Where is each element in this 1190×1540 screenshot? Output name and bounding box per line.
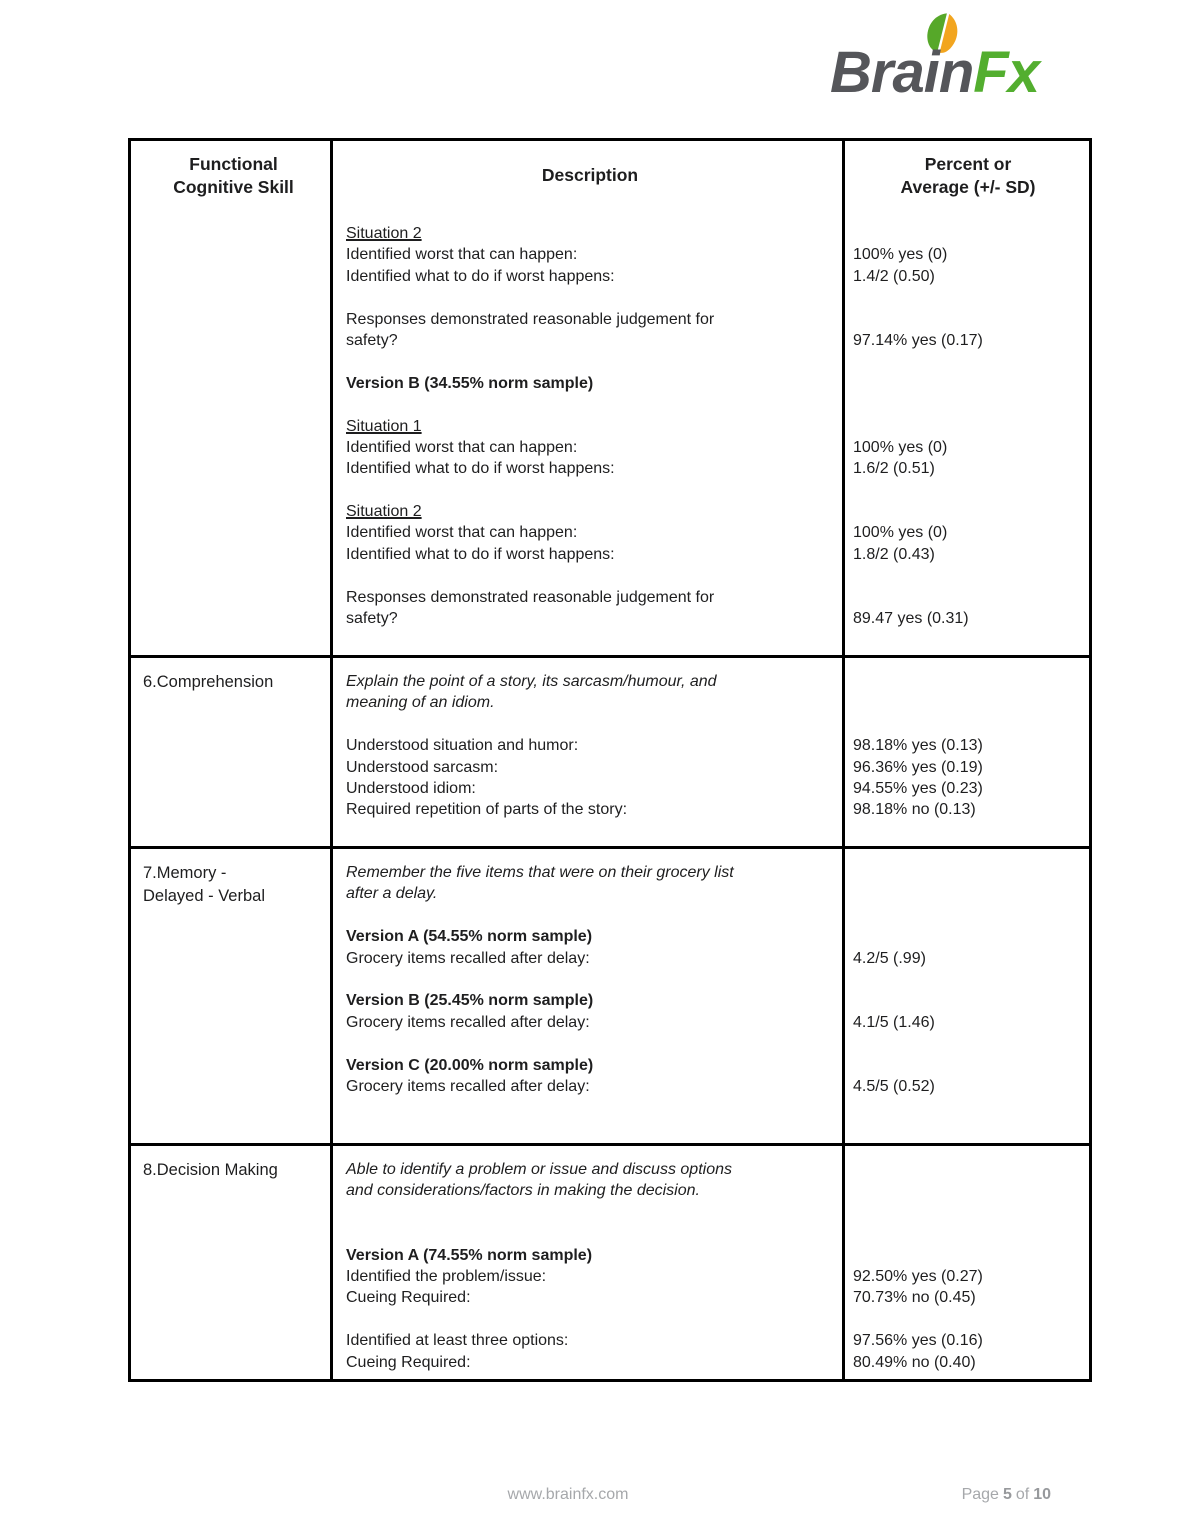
description-line: Identified the problem/issue: bbox=[346, 1267, 547, 1285]
description-line: Responses demonstrated reasonable judgement for bbox=[346, 310, 715, 328]
skill-label: Delayed - Verbal bbox=[143, 886, 265, 905]
value-line bbox=[853, 1055, 1083, 1076]
value-line bbox=[853, 926, 1083, 947]
description-line: Remember the five items that were on their grocery list bbox=[346, 864, 734, 881]
page-label: Page bbox=[961, 1486, 999, 1503]
description-line: Version A (54.55% norm sample) bbox=[346, 928, 593, 946]
value-line bbox=[853, 990, 1083, 1011]
description-line bbox=[346, 1202, 834, 1223]
value-line bbox=[853, 480, 1083, 501]
description-line: Understood idiom: bbox=[346, 779, 476, 797]
value-line: 92.50% yes (0.27) bbox=[853, 1267, 983, 1285]
value-line bbox=[853, 1309, 1083, 1330]
description-line: Grocery items recalled after delay: bbox=[346, 949, 590, 967]
value-line bbox=[853, 714, 1083, 735]
description-line: Required repetition of parts of the story: bbox=[346, 801, 628, 819]
value-line bbox=[853, 905, 1083, 926]
value-line bbox=[853, 587, 1083, 608]
description-line bbox=[346, 565, 834, 586]
value-line bbox=[853, 1245, 1083, 1266]
description-line: safety? bbox=[346, 610, 398, 628]
value-line bbox=[853, 1202, 1083, 1223]
value-line bbox=[853, 692, 1083, 713]
description-line: Identified what to do if worst happens: bbox=[346, 460, 615, 478]
description-line: Responses demonstrated reasonable judgement for bbox=[346, 588, 715, 606]
description-line: safety? bbox=[346, 331, 398, 349]
value-line: 4.1/5 (1.46) bbox=[853, 1013, 935, 1031]
value-line bbox=[853, 1159, 1083, 1180]
value-line bbox=[853, 394, 1083, 415]
value-line: 100% yes (0) bbox=[853, 524, 948, 542]
footer-url: www.brainfx.com bbox=[507, 1486, 629, 1503]
value-line bbox=[853, 1033, 1083, 1054]
description-line: meaning of an idiom. bbox=[346, 694, 495, 712]
value-line: 89.47 yes (0.31) bbox=[853, 610, 969, 628]
value-line: 4.2/5 (.99) bbox=[853, 949, 926, 967]
value-line bbox=[853, 1223, 1083, 1244]
value-line bbox=[853, 883, 1083, 904]
value-line bbox=[853, 309, 1083, 330]
header-description bbox=[333, 141, 845, 210]
description-line: Identified what to do if worst happens: bbox=[346, 267, 615, 285]
description-line: Grocery items recalled after delay: bbox=[346, 1013, 590, 1031]
cognitive-skills-table bbox=[128, 138, 1092, 1382]
description-line: Situation 1 bbox=[346, 417, 422, 435]
skill-label: 8.Decision Making bbox=[143, 1161, 278, 1179]
value-cell bbox=[845, 849, 1089, 1143]
table-row-memory-delayed-verbal bbox=[131, 846, 1089, 1143]
value-cell bbox=[845, 1146, 1089, 1379]
value-line bbox=[853, 969, 1083, 990]
value-cell bbox=[845, 658, 1089, 846]
skill-cell bbox=[131, 210, 333, 655]
description-line: Situation 2 bbox=[346, 503, 422, 521]
page-total: 10 bbox=[1033, 1486, 1051, 1503]
table-row-comprehension bbox=[131, 655, 1089, 846]
description-line bbox=[346, 905, 834, 926]
description-line bbox=[346, 287, 834, 308]
of-label: of bbox=[1015, 1486, 1030, 1503]
value-line: 97.14% yes (0.17) bbox=[853, 331, 983, 349]
table-row-judgement-safety-continued bbox=[131, 210, 1089, 655]
description-line: Explain the point of a story, its sarcasm/humour, and bbox=[346, 673, 717, 690]
description-line: after a delay. bbox=[346, 885, 438, 903]
value-line: 4.5/5 (0.52) bbox=[853, 1077, 935, 1095]
description-line: Identified worst that can happen: bbox=[346, 246, 578, 264]
value-line bbox=[853, 287, 1083, 308]
description-cell bbox=[333, 210, 845, 655]
description-line: Identified what to do if worst happens: bbox=[346, 545, 615, 563]
value-line: 70.73% no (0.45) bbox=[853, 1289, 976, 1307]
description-line bbox=[346, 1223, 834, 1244]
value-line bbox=[853, 223, 1083, 244]
value-cell bbox=[845, 210, 1089, 655]
value-line bbox=[853, 671, 1083, 692]
description-line: Cueing Required: bbox=[346, 1353, 471, 1371]
page-indicator bbox=[960, 1486, 1053, 1504]
description-line bbox=[346, 969, 834, 990]
value-line: 1.6/2 (0.51) bbox=[853, 460, 935, 478]
description-line: and considerations/factors in making the decision. bbox=[346, 1182, 700, 1200]
skill-label: 7.Memory - bbox=[143, 864, 227, 882]
header-line: Average (+/- SD) bbox=[900, 176, 1036, 197]
description-line: Able to identify a problem or issue and discuss options bbox=[346, 1161, 732, 1178]
value-line: 94.55% yes (0.23) bbox=[853, 779, 983, 797]
description-line: Understood sarcasm: bbox=[346, 758, 499, 776]
header-line: Description bbox=[541, 165, 639, 185]
page-number: 5 bbox=[1002, 1486, 1012, 1503]
value-line: 100% yes (0) bbox=[853, 246, 948, 264]
value-line: 98.18% yes (0.13) bbox=[853, 737, 983, 755]
value-line: 80.49% no (0.40) bbox=[853, 1353, 976, 1371]
description-line bbox=[346, 1033, 834, 1054]
description-line: Identified worst that can happen: bbox=[346, 524, 578, 542]
description-line: Situation 2 bbox=[346, 225, 422, 242]
table-row-decision-making bbox=[131, 1143, 1089, 1379]
description-line bbox=[346, 1309, 834, 1330]
description-line: Version A (74.55% norm sample) bbox=[346, 1246, 593, 1264]
value-line: 1.4/2 (0.50) bbox=[853, 267, 935, 285]
value-line: 100% yes (0) bbox=[853, 438, 948, 456]
description-line: Grocery items recalled after delay: bbox=[346, 1077, 590, 1095]
header-line: Cognitive Skill bbox=[173, 176, 294, 197]
description-cell bbox=[333, 1146, 845, 1379]
description-cell bbox=[333, 658, 845, 846]
description-line: Cueing Required: bbox=[346, 1289, 471, 1307]
value-line bbox=[853, 351, 1083, 372]
value-line bbox=[853, 373, 1083, 394]
description-cell bbox=[333, 849, 845, 1143]
description-line: Understood situation and humor: bbox=[346, 737, 579, 755]
value-line: 98.18% no (0.13) bbox=[853, 801, 976, 819]
value-line bbox=[853, 416, 1083, 437]
description-line bbox=[346, 394, 834, 415]
header-functional-cognitive-skill bbox=[131, 141, 333, 210]
logo-wordmark bbox=[830, 40, 1039, 105]
value-line: 97.56% yes (0.16) bbox=[853, 1332, 983, 1350]
value-line bbox=[853, 862, 1083, 883]
value-line: 96.36% yes (0.19) bbox=[853, 758, 983, 776]
skill-label: 6.Comprehension bbox=[143, 673, 274, 691]
value-line bbox=[853, 501, 1083, 522]
skill-cell bbox=[131, 1146, 333, 1379]
brainfx-logo bbox=[830, 12, 1060, 105]
skill-cell bbox=[131, 849, 333, 1143]
description-line: Identified at least three options: bbox=[346, 1332, 569, 1350]
logo-fx-text: Fx bbox=[973, 40, 1039, 105]
header-line: Percent or bbox=[924, 153, 1012, 174]
header-line: Functional bbox=[189, 153, 278, 174]
description-line: Version B (34.55% norm sample) bbox=[346, 374, 594, 392]
description-line: Version C (20.00% norm sample) bbox=[346, 1056, 594, 1074]
value-line: 1.8/2 (0.43) bbox=[853, 545, 935, 563]
description-line: Version B (25.45% norm sample) bbox=[346, 992, 594, 1010]
description-line: Identified worst that can happen: bbox=[346, 438, 578, 456]
description-line bbox=[346, 714, 834, 735]
description-line bbox=[346, 480, 834, 501]
header-percent-or-average bbox=[845, 141, 1089, 210]
logo-brain-text: Brain bbox=[830, 40, 974, 105]
value-line bbox=[853, 565, 1083, 586]
description-line bbox=[346, 351, 834, 372]
value-line bbox=[853, 1180, 1083, 1201]
table-header-row bbox=[131, 141, 1089, 210]
skill-cell bbox=[131, 658, 333, 846]
